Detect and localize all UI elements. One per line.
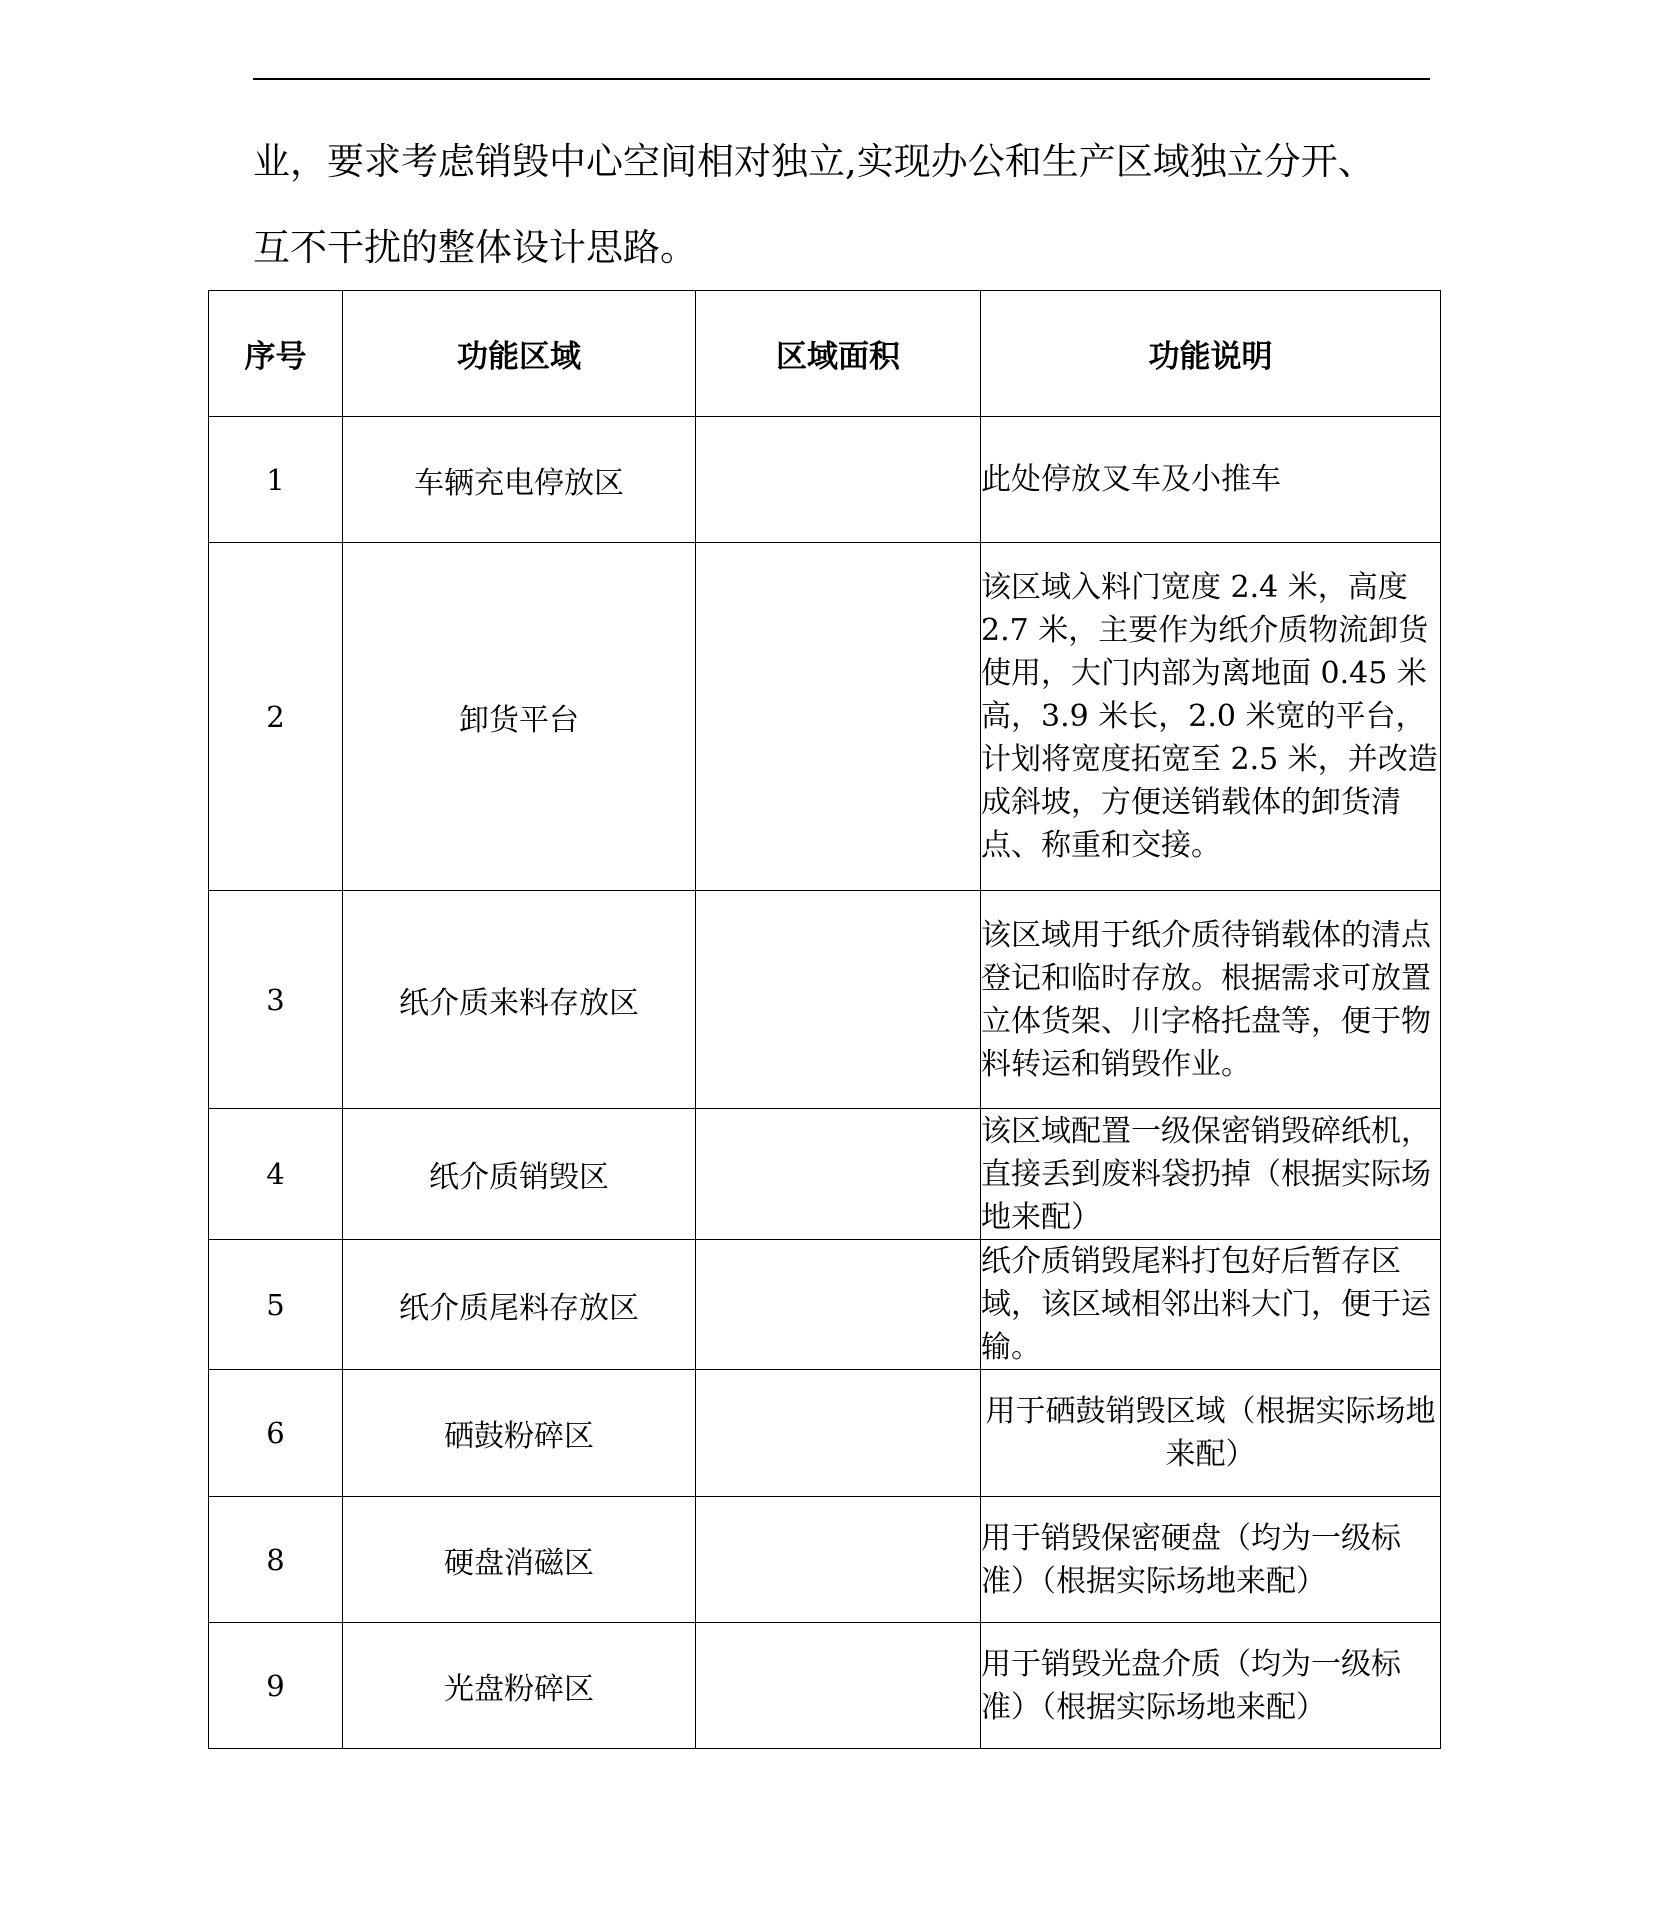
row-description: 此处停放叉车及小推车 bbox=[981, 417, 1441, 543]
table-row bbox=[209, 1623, 1441, 1749]
header-rule bbox=[253, 78, 1430, 80]
row-zone-area bbox=[696, 1370, 981, 1497]
row-zone-name: 车辆充电停放区 bbox=[343, 417, 696, 543]
row-zone-area bbox=[696, 417, 981, 543]
row-number: 3 bbox=[209, 891, 343, 1109]
row-zone-name: 卸货平台 bbox=[343, 543, 696, 891]
table-row bbox=[209, 417, 1441, 543]
row-zone-area bbox=[696, 1109, 981, 1240]
table-row bbox=[209, 891, 1441, 1109]
row-zone-area bbox=[696, 1497, 981, 1623]
row-description: 该区域用于纸介质待销载体的清点登记和临时存放。根据需求可放置立体货架、川字格托盘等，便于物料转运和销毁作业。 bbox=[981, 891, 1441, 1109]
row-number: 5 bbox=[209, 1240, 343, 1370]
row-zone-name: 纸介质来料存放区 bbox=[343, 891, 696, 1109]
row-description: 该区域入料门宽度 2.4 米，高度 2.7 米，主要作为纸介质物流卸货使用，大门内部为离地面 0.45 米高，3.9 米长，2.0 米宽的平台，计划将宽度拓宽至 2.5 米，并改造成斜坡，方便送销载体的卸货清点、称重和交接。 bbox=[981, 543, 1441, 891]
row-zone-name: 硬盘消磁区 bbox=[343, 1497, 696, 1623]
row-description: 该区域配置一级保密销毁碎纸机，直接丢到废料袋扔掉（根据实际场地来配） bbox=[981, 1109, 1441, 1240]
row-zone-name: 光盘粉碎区 bbox=[343, 1623, 696, 1749]
row-number: 2 bbox=[209, 543, 343, 891]
table-header-row bbox=[209, 291, 1441, 417]
row-zone-area bbox=[696, 1240, 981, 1370]
row-zone-area bbox=[696, 1623, 981, 1749]
row-number: 8 bbox=[209, 1497, 343, 1623]
row-zone-area bbox=[696, 891, 981, 1109]
row-number: 4 bbox=[209, 1109, 343, 1240]
function-zone-table bbox=[208, 290, 1441, 1749]
row-number: 9 bbox=[209, 1623, 343, 1749]
table-row bbox=[209, 1497, 1441, 1623]
row-zone-name: 硒鼓粉碎区 bbox=[343, 1370, 696, 1497]
table-row bbox=[209, 1370, 1441, 1497]
body-paragraph-line-1: 业，要求考虑销毁中心空间相对独立,实现办公和生产区域独立分开、 bbox=[253, 140, 1375, 183]
header-function-description: 功能说明 bbox=[981, 291, 1441, 417]
table-row bbox=[209, 543, 1441, 891]
header-zone-area: 区域面积 bbox=[696, 291, 981, 417]
body-paragraph-line-2: 互不干扰的整体设计思路。 bbox=[253, 226, 697, 269]
table-row bbox=[209, 1240, 1441, 1370]
row-number: 1 bbox=[209, 417, 343, 543]
row-zone-area bbox=[696, 543, 981, 891]
row-description: 用于销毁光盘介质（均为一级标准）（根据实际场地来配） bbox=[981, 1623, 1441, 1749]
row-description: 用于销毁保密硬盘（均为一级标准）（根据实际场地来配） bbox=[981, 1497, 1441, 1623]
header-serial-number: 序号 bbox=[209, 291, 343, 417]
table-row bbox=[209, 1109, 1441, 1240]
header-function-zone: 功能区域 bbox=[343, 291, 696, 417]
row-zone-name: 纸介质销毁区 bbox=[343, 1109, 696, 1240]
row-number: 6 bbox=[209, 1370, 343, 1497]
row-zone-name: 纸介质尾料存放区 bbox=[343, 1240, 696, 1370]
row-description: 用于硒鼓销毁区域（根据实际场地来配） bbox=[981, 1370, 1441, 1497]
row-description: 纸介质销毁尾料打包好后暂存区域，该区域相邻出料大门，便于运输。 bbox=[981, 1240, 1441, 1370]
